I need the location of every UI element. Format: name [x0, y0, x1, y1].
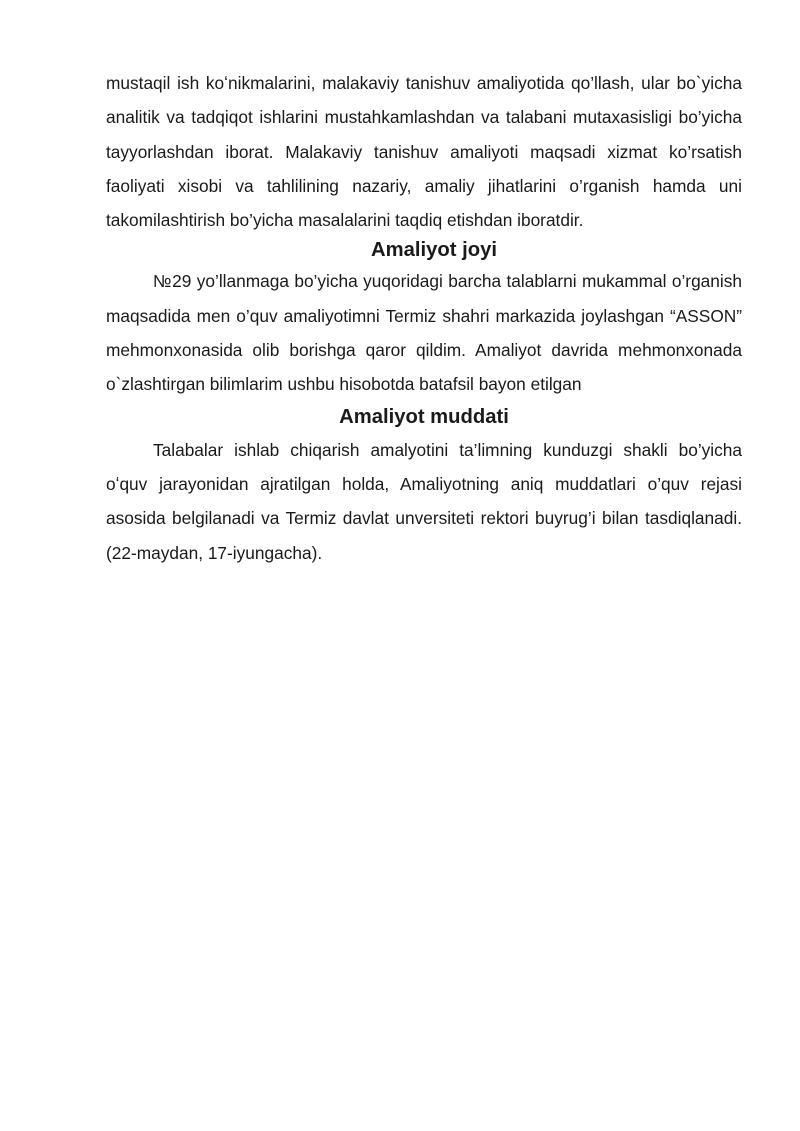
body-paragraph-duration: Talabalar ishlab chiqarish amalyotini ta’limning kunduzgi shakli bo’yicha oʻquv jarayonidan ajratilgan holda, Amaliyotning aniq muddatlari o’quv rejasi asosida belgilanadi va Termiz davlat unversiteti rektori buyrug’i bilan tasdiqlanadi.(22-maydan, 17-iyungacha).	[106, 439, 742, 563]
section-heading-duration: Amaliyot muddati	[339, 405, 509, 428]
document-page	[106, 66, 742, 570]
body-paragraph-intro: mustaqil ish koʻnikmalarini, malakaviy tanishuv amaliyotida qo’llash, ular bo`yicha analitik va tadqiqot ishlarini mustahkamlashdan va talabani mutaxasisligi bo’yicha tayyorlashdan iborat. Malakaviy tanishuv amaliyoti maqsadi xizmat ko’rsatish faoliyati xisobi va tahlilining nazariy, amaliy jihatlarini o’rganish hamda uni takomilashtirish bo’yicha masalalarini taqdiq etishdan iboratdir.	[106, 73, 742, 231]
body-paragraph-location: №29 yo’llanmaga bo’yicha yuqoridagi barcha talablarni mukammal o’rganish maqsadida men o’quv amaliyotimni Termiz shahri markazida joylashgan “ASSON” mehmonxonasida olib borishga qaror qildim. Amaliyot davrida mehmonxonada o`zlashtirgan bilimlarim ushbu hisobotda batafsil bayon etilgan	[106, 271, 742, 395]
section-heading-location: Amaliyot joyi	[371, 239, 497, 262]
